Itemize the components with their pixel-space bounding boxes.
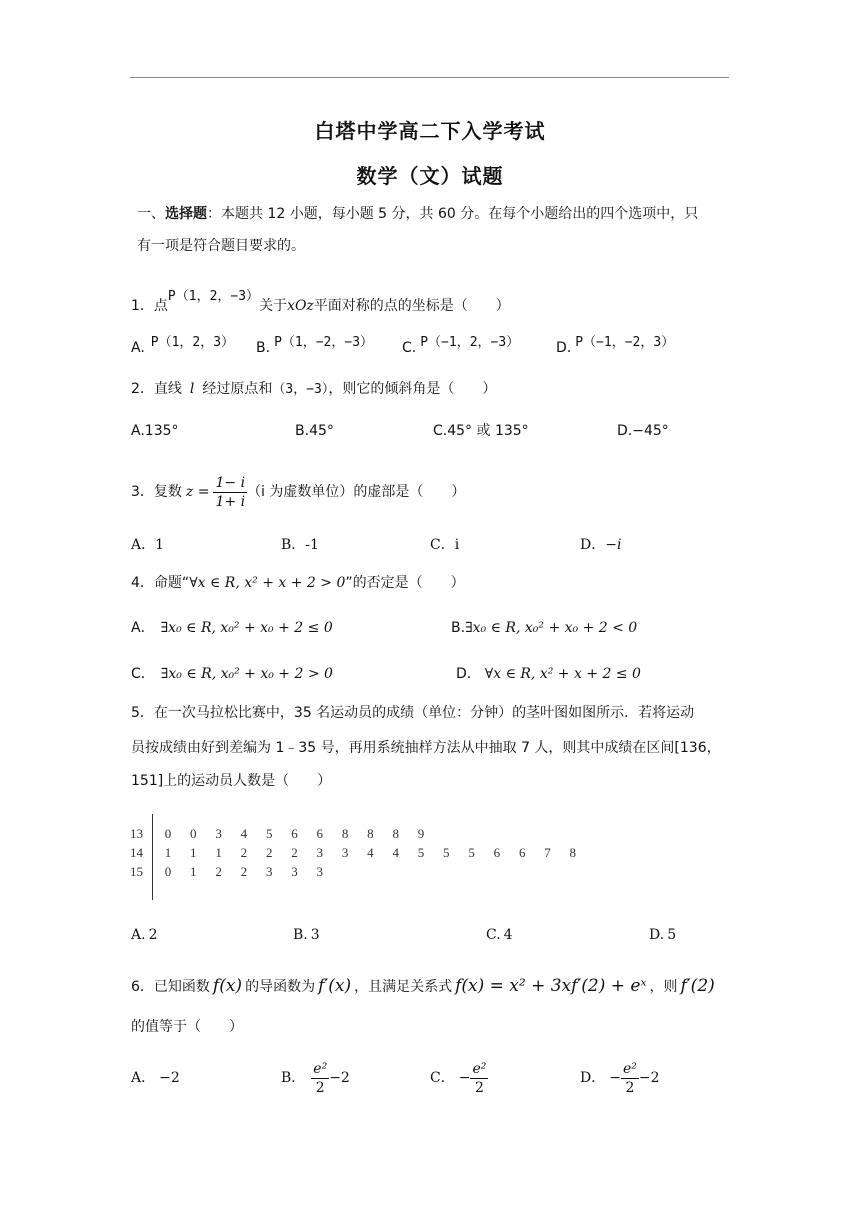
leaf-value: 2 <box>215 864 222 879</box>
subject-title: 数学（文）试题 <box>356 164 504 188</box>
q2-option-a: A.135° <box>131 423 179 439</box>
q4-option-d: D． ∀x ∈ R, x² + x + 2 ≤ 0 <box>456 666 641 682</box>
question-3-stem: 3．复数 z = $\frac{1- i}{1+ i}$ （i 为虚数单位）的虚部是（ ） <box>131 474 466 510</box>
stem-leaf-divider <box>152 814 153 900</box>
question-2-stem: 2．直线 l 经过原点和（3，−3），则它的倾斜角是（ ） <box>131 381 497 397</box>
leaf-value: 8 <box>392 826 399 841</box>
leaf-value: 0 <box>164 864 172 879</box>
leaf-value: 1 <box>164 845 172 860</box>
q1-option-c: C. P（−1，2，−3） <box>402 335 520 356</box>
leaf-value: 1 <box>190 864 197 879</box>
question-6-stem: 6．已知函数 f(x) 的导函数为 f′(x) ，且满足关系式 f(x) = x² + 3xf′(2) + eˣ ，则 f′(2) <box>131 976 715 996</box>
leaf-value: 4 <box>392 845 399 860</box>
stem-value: 14 <box>130 845 143 860</box>
leaf-value: 2 <box>291 845 298 860</box>
leaf-value: 6 <box>291 826 298 841</box>
q3-option-d: D．−i <box>580 537 622 553</box>
q2-line-var: l <box>189 381 195 397</box>
leaf-value: 6 <box>518 845 526 860</box>
leaf-value: 4 <box>240 826 248 841</box>
q1-point: P（1，2，−3） <box>167 289 260 304</box>
q4-proposition: ∀x ∈ R, x² + x + 2 > 0 <box>189 575 346 591</box>
leaf-value: 3 <box>316 845 324 860</box>
leaf-value: 0 <box>164 826 172 841</box>
q4-option-b: B.∃x₀ ∈ R, x₀² + x₀ + 2 < 0 <box>451 620 638 636</box>
leaf-value: 4 <box>367 845 374 860</box>
stem-value: 13 <box>130 826 143 841</box>
leaf-value: 8 <box>341 826 349 841</box>
q6-relation: f(x) = x² + 3xf′(2) + eˣ <box>455 976 647 996</box>
section-heading-line1: 一、选择题：本题共 12 小题，每小题 5 分，共 60 分。在每个小题给出的四个选项中，只 <box>137 206 699 222</box>
leaf-value: 5 <box>468 845 475 860</box>
school-title: 白塔中学高二下入学考试 <box>314 119 546 143</box>
leaf-value: 6 <box>316 826 324 841</box>
leaf-value: 2 <box>240 864 248 879</box>
q3-fraction: $\frac{1- i}{1+ i}$ <box>215 474 246 510</box>
q2-option-b: B.45° <box>295 423 334 439</box>
leaf-value: 3 <box>316 864 324 879</box>
section-label: 选择题 <box>165 206 207 222</box>
leaf-value: 1 <box>215 845 222 860</box>
q3-option-c: C．i <box>430 537 460 553</box>
section-heading-line2: 有一项是符合题目要求的。 <box>137 238 305 254</box>
leaf-value: 3 <box>215 826 222 841</box>
q6-option-d: D． − $\frac{\text{e²}}{2}$ −2 <box>580 1060 660 1096</box>
leaf-value: 2 <box>240 845 248 860</box>
q1-option-a: A. P（1，2，3） <box>131 335 235 356</box>
leaf-value: 5 <box>443 845 450 860</box>
q4-option-c: C． ∃x₀ ∈ R, x₀² + x₀ + 2 > 0 <box>131 666 333 682</box>
leaf-value: 0 <box>190 826 197 841</box>
leaf-value: 1 <box>190 845 197 860</box>
q5-option-a: A. 2 <box>131 927 158 943</box>
leaf-value: 5 <box>417 845 425 860</box>
leaf-value: 3 <box>265 864 273 879</box>
question-6-line2: 的值等于（ ） <box>131 1019 243 1035</box>
leaf-value: 8 <box>569 845 577 860</box>
leaf-value: 3 <box>341 845 349 860</box>
q3-option-a: A．1 <box>131 537 165 553</box>
stem-leaf-plot <box>130 812 630 902</box>
header-rule <box>130 77 729 78</box>
leaf-value: 2 <box>265 845 273 860</box>
q5-option-c: C. 4 <box>486 927 513 943</box>
leaf-value: 3 <box>291 864 298 879</box>
q2-option-d: D.−45° <box>617 423 669 439</box>
leaf-value: 5 <box>265 826 273 841</box>
q6-option-a: A． −2 <box>131 1070 180 1086</box>
q1-plane: xOz <box>287 298 314 314</box>
q6-option-c: C． − $\frac{\text{e²}}{2}$ <box>430 1060 487 1096</box>
q3-option-b: B．-1 <box>281 537 319 553</box>
question-5-line2: 员按成绩由好到差编为 1﹣35 号，再用系统抽样方法从中抽取 7 人，则其中成绩在区间[136， <box>131 740 721 756</box>
question-5-line3: 151]上的运动员人数是（ ） <box>131 773 332 789</box>
q6-option-b: B． $\frac{\text{e²}}{2}$ −2 <box>281 1060 350 1096</box>
question-1-stem: 1．点P（1，2，−3）关于xOz平面对称的点的坐标是（ ） <box>131 289 510 314</box>
stem-value: 15 <box>130 864 143 879</box>
q5-option-b: B. 3 <box>293 927 320 943</box>
q1-option-d: D. P（−1，−2，3） <box>556 335 675 356</box>
leaf-value: 8 <box>367 826 374 841</box>
leaf-value: 9 <box>417 826 425 841</box>
leaf-value: 7 <box>544 845 551 860</box>
q2-option-c: C.45° 或 135° <box>433 423 529 439</box>
leaf-value: 6 <box>493 845 501 860</box>
q1-option-b: B. P（1，−2，−3） <box>256 335 374 356</box>
q5-option-d: D. 5 <box>649 927 677 943</box>
question-5-line1: 5．在一次马拉松比赛中，35 名运动员的成绩（单位：分钟）的茎叶图如图所示．若将运动 <box>131 705 695 721</box>
question-4-stem: 4．命题“∀x ∈ R, x² + x + 2 > 0”的否定是（ ） <box>131 575 465 591</box>
q4-option-a: A． ∃x₀ ∈ R, x₀² + x₀ + 2 ≤ 0 <box>131 620 333 636</box>
